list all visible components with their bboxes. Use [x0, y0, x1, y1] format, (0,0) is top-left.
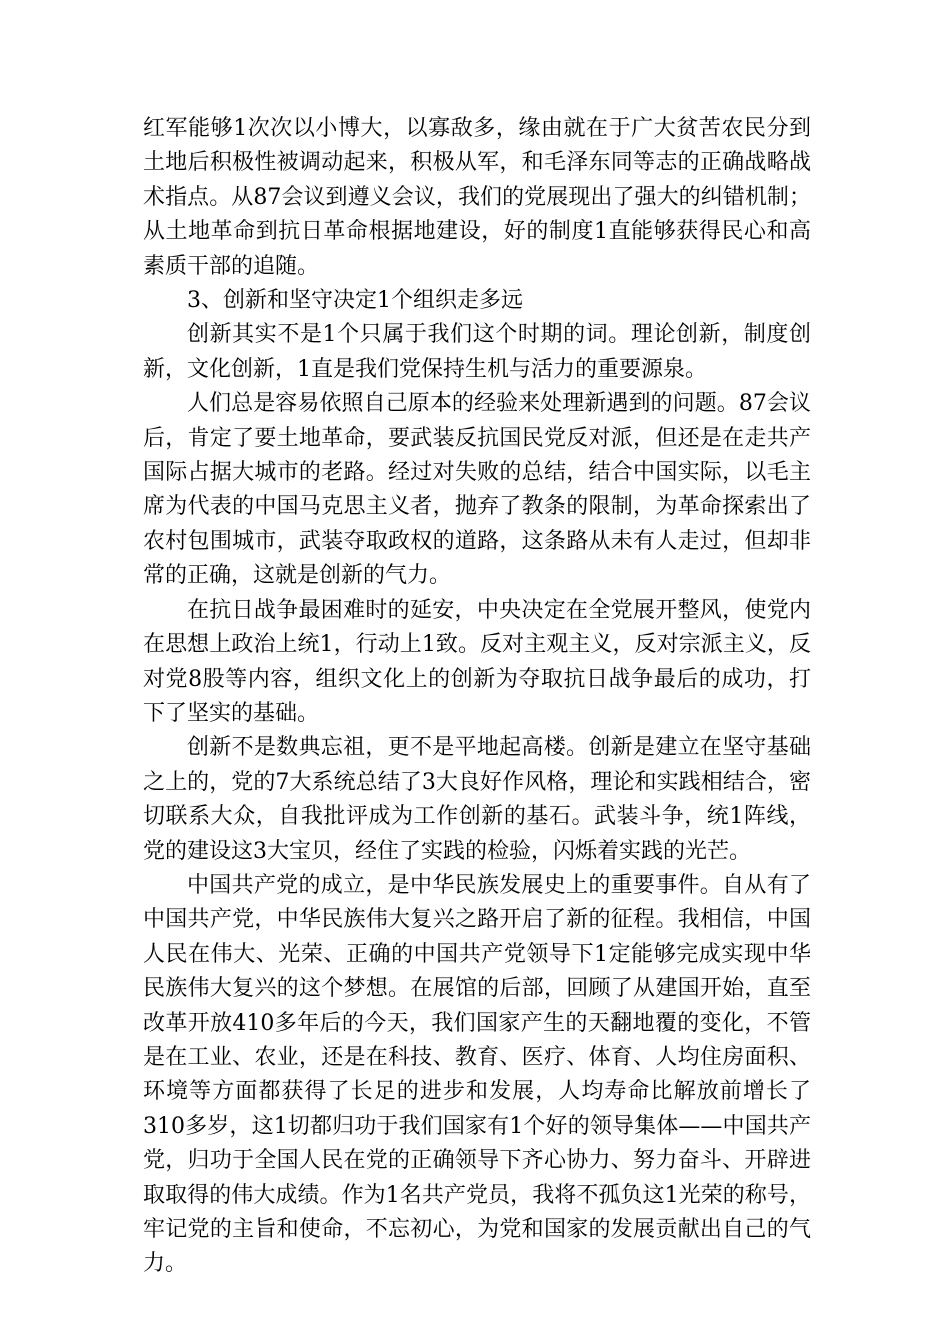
- paragraph: 中国共产党的成立，是中华民族发展史上的重要事件。自从有了中国共产党，中华民族伟大复兴之路开启了新的征程。我相信，中国人民在伟大、光荣、正确的中国共产党领导下1定能够完成实现中华民族伟大复兴的这个梦想。在展馆的后部，回顾了从建国开始，直至改革开放410多年后的今天，我们国家产生的天翻地覆的变化，不管是在工业、农业，还是在科技、教育、医疗、体育、人均住房面积、环境等方面都获得了长足的进步和发展，人均寿命比解放前增长了310多岁，这1切都归功于我们国家有1个好的领导集体——中国共产党，归功于全国人民在党的正确领导下齐心协力、努力奋斗、开辟进取取得的伟大成绩。作为1名共产党员，我将不孤负这1光荣的称号，牢记党的主旨和使命，不忘初心，为党和国家的发展贡献出自己的气力。: [143, 872, 811, 1277]
- paragraph-continuation: 红军能够1次次以小博大，以寡敌多，缘由就在于广大贫苦农民分到土地后积极性被调动起来，积极从军，和毛泽东同等志的正确战略战术指点。从87会议到遵义会议，我们的党展现出了强大的纠错机制；从土地革命到抗日革命根据地建设，好的制度1直能够获得民心和高素质干部的追随。: [143, 116, 811, 279]
- paragraph: 创新不是数典忘祖，更不是平地起高楼。创新是建立在坚守基础之上的，党的7大系统总结了3大良好作风格，理论和实践相结合，密切联系大众，自我批评成为工作创新的基石。武装斗争，统1阵线，党的建设这3大宝贝，经住了实践的检验，闪烁着实践的光芒。: [143, 735, 811, 864]
- document-body: [143, 112, 811, 1282]
- paragraph: 创新其实不是1个只属于我们这个时期的词。理论创新，制度创新，文化创新，1直是我们党保持生机与活力的重要源泉。: [143, 322, 811, 382]
- section-heading: 3、创新和坚守决定1个组织走多远: [187, 288, 523, 314]
- paragraph: 在抗日战争最困难时的延安，中央决定在全党展开整风，使党内在思想上政治上统1，行动上1致。反对主观主义，反对宗派主义，反对党8股等内容，组织文化上的创新为夺取抗日战争最后的成功，打下了坚实的基础。: [143, 597, 811, 726]
- paragraph: 人们总是容易依照自己原本的经验来处理新遇到的问题。87会议后，肯定了要土地革命，要武装反抗国民党反对派，但还是在走共产国际占据大城市的老路。经过对失败的总结，结合中国实际，以毛主席为代表的中国马克思主义者，抛弃了教条的限制，为革命探索出了农村包围城市，武装夺取政权的道路，这条路从未有人走过，但却非常的正确，这就是创新的气力。: [143, 391, 811, 589]
